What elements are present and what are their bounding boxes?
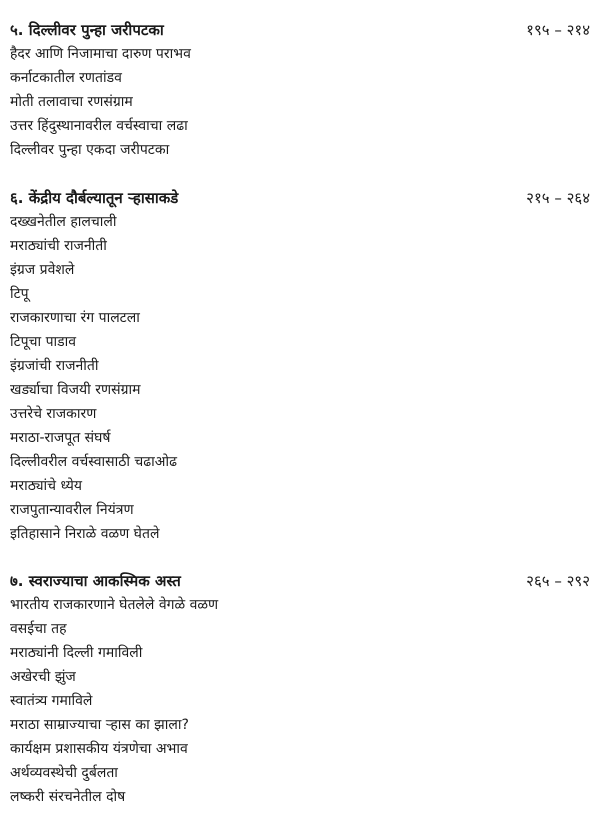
chapter-title: ५. दिल्लीवर पुन्हा जरीपटका (10, 21, 164, 39)
chapter-6-section (10, 186, 590, 546)
chapter-page-range: २१५ – २६४ (526, 189, 590, 207)
topic-item: इतिहासाने निराळे वळण घेतले (10, 526, 160, 542)
topic-item: उत्तरेचे राजकारण (10, 406, 97, 422)
topic-item: दिल्लीवर पुन्हा एकदा जरीपटका (10, 142, 170, 158)
topic-list (10, 42, 590, 162)
chapter-heading-row (10, 18, 590, 42)
topic-item: भारतीय राजकारणाने घेतलेले वेगळे वळण (10, 597, 219, 613)
topic-item: स्वातंत्र्य गमाविले (10, 693, 93, 709)
topic-item: इंग्रजांची राजनीती (10, 358, 99, 374)
topic-item: मराठ्यांनी दिल्ली गमाविली (10, 645, 143, 661)
topic-item: टिपूचा पाडाव (10, 334, 77, 350)
topic-item: राजकारणाचा रंग पालटला (10, 310, 140, 326)
topic-item: मोती तलावाचा रणसंग्राम (10, 94, 133, 110)
topic-item: दिल्लीवरील वर्चस्वासाठी चढाओढ (10, 454, 178, 470)
topic-item: मराठ्यांची राजनीती (10, 238, 107, 254)
topic-item: हैदर आणि निजामाचा दारुण पराभव (10, 46, 191, 62)
chapter-page-range: १९५ – २१४ (526, 21, 590, 39)
topic-item: राजपुतान्यावरील नियंत्रण (10, 502, 134, 518)
topic-item: कार्यक्षम प्रशासकीय यंत्रणेचा अभाव (10, 741, 188, 757)
chapter-5-section (10, 18, 590, 162)
topic-list (10, 593, 590, 809)
topic-item: दख्खनेतील हालचाली (10, 214, 117, 230)
topic-item: मराठा साम्राज्याचा ऱ्हास का झाला? (10, 717, 189, 733)
topic-item: अखेरची झुंज (10, 669, 76, 685)
topic-item: मराठा-राजपूत संघर्ष (10, 430, 111, 446)
chapter-title: ६. केंद्रीय दौर्बल्यातून ऱ्हासाकडे (10, 189, 179, 207)
topic-item: खर्ड्याचा विजयी रणसंग्राम (10, 382, 141, 398)
chapter-title: ७. स्वराज्याचा आकस्मिक अस्त (10, 572, 181, 590)
topic-list (10, 210, 590, 546)
topic-item: टिपू (10, 286, 29, 302)
topic-item: मराठ्यांचे ध्येय (10, 478, 82, 494)
topic-item: इंग्रज प्रवेशले (10, 262, 75, 278)
topic-item: लष्करी संरचनेतील दोष (10, 789, 126, 805)
topic-item: कर्नाटकातील रणतांडव (10, 70, 122, 86)
chapter-7-section (10, 569, 590, 809)
topic-item: वसईचा तह (10, 621, 67, 637)
topic-item: अर्थव्यवस्थेची दुर्बलता (10, 765, 118, 781)
chapter-page-range: २६५ – २९२ (526, 572, 590, 590)
chapter-heading-row (10, 186, 590, 210)
topic-item: उत्तर हिंदुस्थानावरील वर्चस्वाचा लढा (10, 118, 188, 134)
chapter-heading-row (10, 569, 590, 593)
